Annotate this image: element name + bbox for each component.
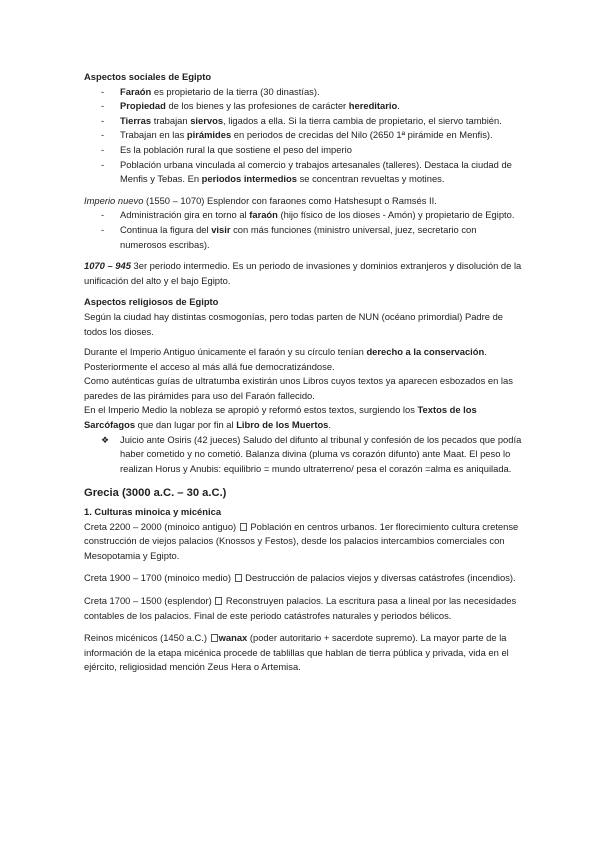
- greece-paragraph-4: Reinos micénicos (1450 a.C.) wanax (poder autoritario + sacerdote supremo). La mayor parte de la información de la etapa micénica procede de tablillas que hablan de tierra pública y privada, vida en el ejército, religiosidad mención Zeus Hera o Artemisa.: [84, 632, 509, 673]
- diamond-bullet-icon: ❖: [101, 434, 110, 445]
- list-item: - Continua la figura del visir con más funciones (ministro universal, juez, secretario con numerosos escribas).: [84, 223, 524, 252]
- religious-paragraph-2: Durante el Imperio Antiguo únicamente el faraón y su círculo tenían derecho a la conservación. Posteriormente el acceso al más allá fue democratizándose.: [84, 346, 487, 372]
- religious-paragraph-1: Según la ciudad hay distintas cosmogonías, pero todas parten de NUN (océano primordial) Padre de todos los dioses.: [84, 310, 503, 337]
- missing-glyph-icon: [215, 597, 222, 605]
- list-item: - Faraón es propietario de la tierra (30 dinastías).: [84, 85, 524, 100]
- egypt-religious-heading: Aspectos religiosos de Egipto: [84, 296, 219, 308]
- greece-title: Grecia (3000 a.C. – 30 a.C.): [84, 487, 227, 500]
- egypt-social-list: [84, 85, 524, 187]
- document-page: [84, 70, 524, 675]
- missing-glyph-icon: [211, 634, 218, 642]
- list-item: - Trabajan en las pirámides en periodos de crecidas del Nilo (2650 1ª pirámide en Menfis).: [84, 128, 524, 143]
- religious-paragraph-4: En el Imperio Medio la nobleza se apropió y reformó estos textos, surgiendo los Textos de los Sarcófagos que dan lugar por fin al Libro de los Muertos.: [84, 404, 477, 431]
- list-item: - Tierras trabajan siervos, ligados a ella. Si la tierra cambia de propietario, el siervo también.: [84, 114, 524, 129]
- list-item: - Administración gira en torno al faraón (hijo físico de los dioses - Amón) y propietario de Egipto.: [84, 208, 524, 223]
- greece-sub-heading: 1. Culturas minoica y micénica: [84, 506, 222, 518]
- list-item: - Población urbana vinculada al comercio y trabajos artesanales (talleres). Destaca la ciudad de Menfis y Tebas. En periodos intermedios se concentran revueltas y motines.: [84, 158, 524, 187]
- intermediate-paragraph: 1070 – 945 3er periodo intermedio. Es un periodo de invasiones y dominios extranjeros y disolución de la unificación del alto y el bajo Egipto.: [84, 260, 522, 286]
- missing-glyph-icon: [240, 523, 247, 531]
- egypt-social-heading: Aspectos sociales de Egipto: [84, 71, 212, 82]
- missing-glyph-icon: [235, 574, 242, 582]
- osiris-judgement-item: ❖ Juicio ante Osiris (42 jueces) Saludo del difunto al tribunal y confesión de los pecados que podía haber cometido y no cometió. Balanza divina (pluma vs corazón difunto) ante Maat. El peso lo realizan Horus y Anubis: equilibrio = mundo ultraterreno/ pesa el corazón =alma es aniquilada.: [101, 433, 522, 474]
- new-empire-title: Imperio nuevo (1550 – 1070) Esplendor con faraones como Hatshesupt o Ramsés II.: [84, 194, 437, 206]
- greece-paragraph-3: Creta 1700 – 1500 (esplendor) Reconstruyen palacios. La escritura pasa a lineal por las necesidades contables de los palacios. Final de este periodo catástrofes naturales y periodos bélicos.: [84, 595, 517, 621]
- greece-paragraph-2: Creta 1900 – 1700 (minoico medio) Destrucción de palacios viejos y diversas catástrofes (incendios).: [84, 572, 516, 584]
- religious-paragraph-3: Como auténticas guías de ultratumba existirán unos Libros cuyos textos ya aparecen esbozados en las paredes de las pirámides para uso del Faraón fallecido.: [84, 375, 513, 401]
- new-empire-list: [84, 208, 524, 252]
- list-item: - Propiedad de los bienes y las profesiones de carácter hereditario.: [84, 99, 524, 114]
- greece-paragraph-1: Creta 2200 – 2000 (minoico antiguo) Población en centros urbanos. 1er florecimiento cultura cretense construcción de viejos palacios (Knossos y Festos), desde los palacios intercambios comerciales con Mesopotamia y Egipto.: [84, 520, 519, 561]
- list-item: - Es la población rural la que sostiene el peso del imperio: [84, 143, 524, 158]
